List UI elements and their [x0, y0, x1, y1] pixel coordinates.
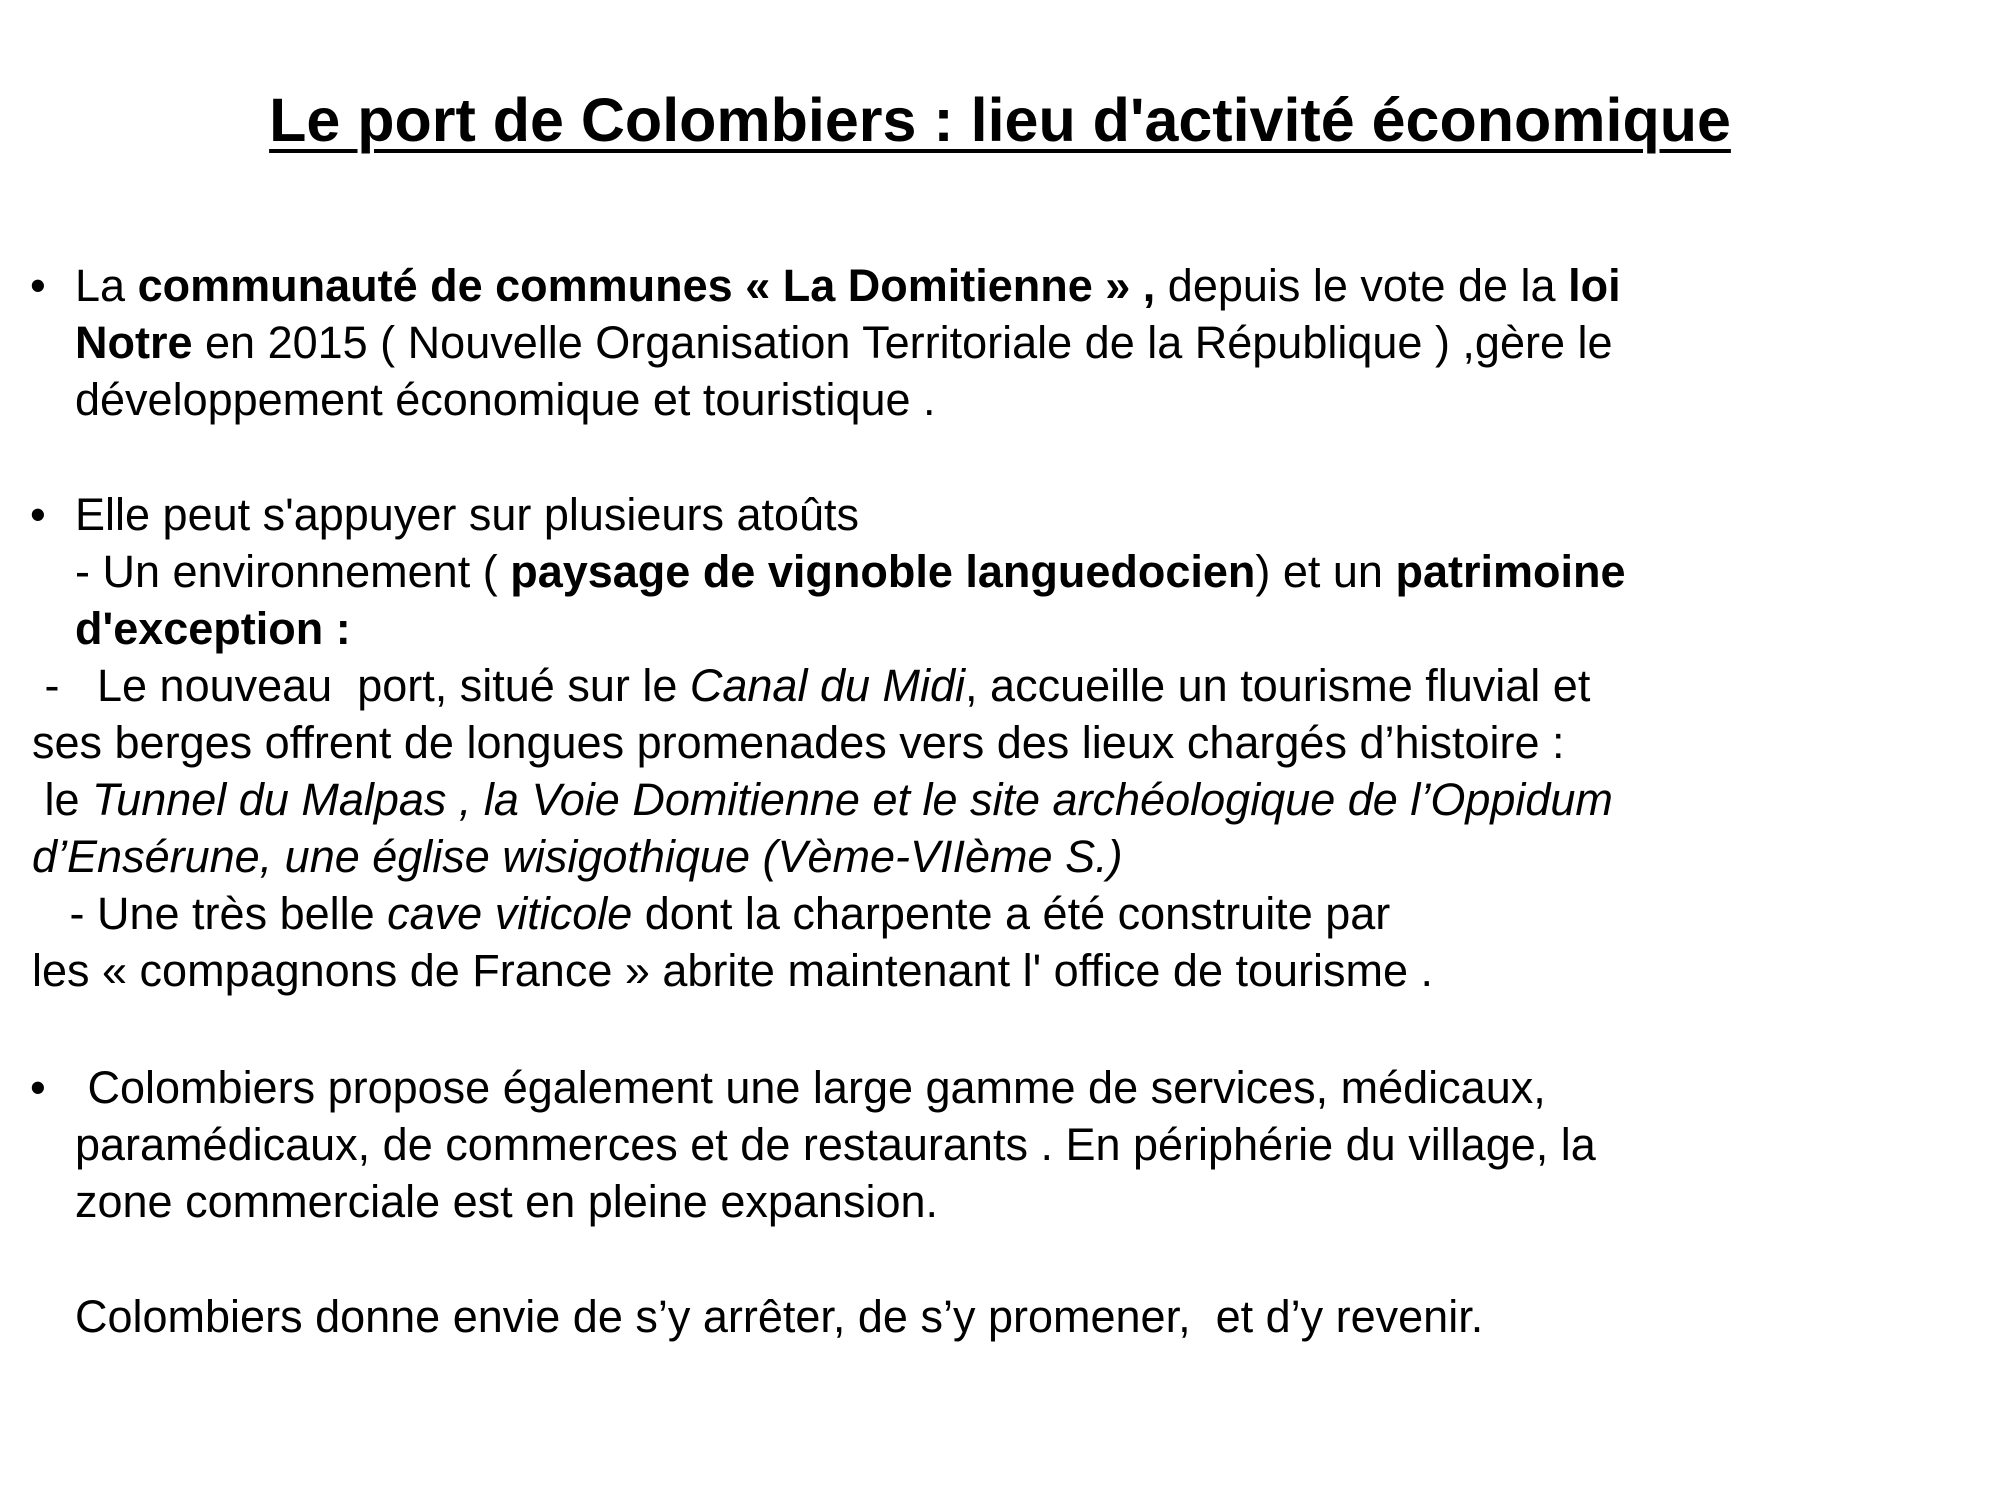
- paragraph-3-line-1: Colombiers propose également une large gamme de services, médicaux,: [75, 1062, 1546, 1113]
- page-title: Le port de Colombiers : lieu d'activité économique: [269, 86, 1731, 154]
- paragraph-2-line-3: d'exception :: [75, 603, 351, 654]
- paragraph-3-line-2: paramédicaux, de commerces et de restaurants . En périphérie du village, la: [75, 1119, 1596, 1170]
- paragraph-1-line-1: La communauté de communes « La Domitienne » , depuis le vote de la loi: [75, 260, 1621, 311]
- paragraph-2-line-6: le Tunnel du Malpas , la Voie Domitienne et le site archéologique de l’Oppidum: [32, 774, 1613, 825]
- paragraph-2-line-9: les « compagnons de France » abrite maintenant l' office de tourisme .: [32, 945, 1434, 996]
- paragraph-2-line-4: - Le nouveau port, situé sur le Canal du Midi, accueille un tourisme fluvial et: [32, 660, 1591, 711]
- paragraph-2-line-8: - Une très belle cave viticole dont la charpente a été construite par: [32, 888, 1391, 939]
- paragraph-2-line-7: d’Ensérune, une église wisigothique (Vème-VIIème S.): [32, 831, 1123, 882]
- paragraph-3-line-3: zone commerciale est en pleine expansion.: [75, 1176, 938, 1227]
- paragraph-1-line-2: Notre en 2015 ( Nouvelle Organisation Territoriale de la République ) ,gère le: [75, 317, 1613, 368]
- bullet-3: •: [30, 1062, 46, 1113]
- paragraph-2-line-5: ses berges offrent de longues promenades vers des lieux chargés d’histoire :: [32, 717, 1565, 768]
- paragraph-2-line-1: Elle peut s'appuyer sur plusieurs atoûts: [75, 489, 860, 540]
- paragraph-1-line-3: développement économique et touristique .: [75, 374, 936, 425]
- bullet-2: •: [30, 489, 46, 540]
- bullet-1: •: [30, 260, 46, 311]
- paragraph-2-line-2: - Un environnement ( paysage de vignoble languedocien) et un patrimoine: [75, 546, 1626, 597]
- closing-sentence: Colombiers donne envie de s’y arrêter, de s’y promener, et d’y revenir.: [75, 1291, 1484, 1342]
